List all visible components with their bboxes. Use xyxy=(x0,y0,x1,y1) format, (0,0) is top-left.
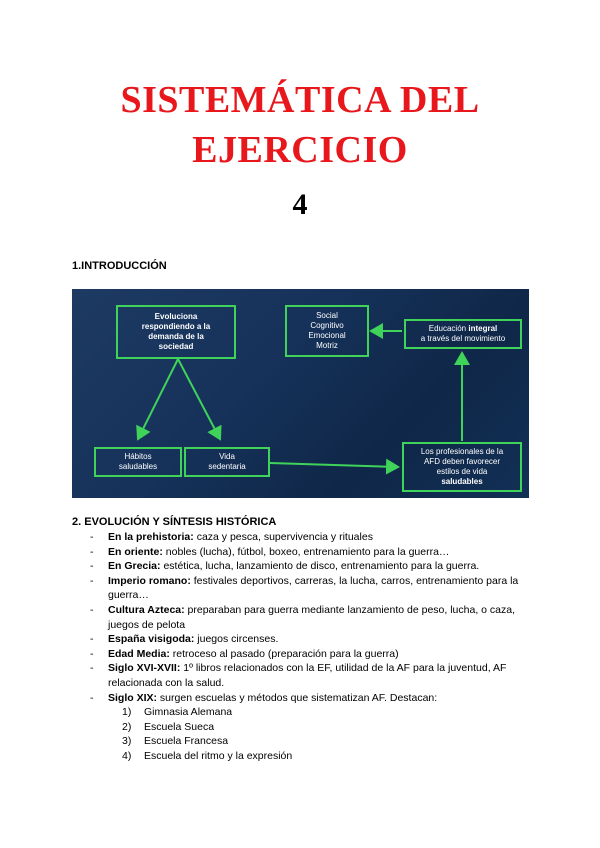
sub-list-item xyxy=(108,734,542,749)
sub-item-number: 1) xyxy=(122,706,132,719)
item-text: surgen escuelas y métodos que sistematizan AF. Destacan: xyxy=(157,691,438,704)
item-label: Edad Media: xyxy=(108,647,170,660)
arrow-to-vida xyxy=(178,359,220,439)
box-social xyxy=(285,305,369,357)
item-label: En Grecia: xyxy=(108,560,161,573)
item-label: En la prehistoria: xyxy=(108,531,194,543)
box-vida-line: Vida xyxy=(219,452,235,461)
box-profesionales xyxy=(402,442,522,492)
box-vida-line: sedentaria xyxy=(208,462,246,471)
box-habitos xyxy=(94,447,182,477)
list-item: - En la prehistoria: caza y pesca, supervivencia y rituales xyxy=(90,531,373,543)
item-text: 1º libros relacionados con la EF, utilidad de la AF para la juventud, AF relacionada con la salud. xyxy=(108,662,507,689)
list-item: - En Grecia: estética, lucha, lanzamiento de disco, entrenamiento para la guerra. xyxy=(90,560,480,573)
box-evoluciona xyxy=(116,305,236,359)
arrow-vida-to-profesionales xyxy=(270,463,398,467)
sub-list-item xyxy=(108,705,542,720)
list-item: - Siglo XIX: surgen escuelas y métodos que sistematizan AF. Destacan: 1) Gimnasia Alemana 2) Escuela Sueca 3) Escuela Francesa 4) Escuela del ritmo y la expresión xyxy=(72,691,542,764)
history-list xyxy=(72,530,542,764)
list-item: - España visigoda: juegos circenses. xyxy=(90,633,279,646)
box-educacion xyxy=(404,319,522,349)
box-educacion-line-2: a través del movimiento xyxy=(420,334,506,343)
title-line-1: SISTEMÁTICA DEL xyxy=(120,79,480,121)
sub-item-text: Gimnasia Alemana xyxy=(144,706,233,719)
box-vida xyxy=(184,447,270,477)
section-2-heading: 2. EVOLUCIÓN Y SÍNTESIS HISTÓRICA xyxy=(72,516,277,528)
sub-item-text: Escuela del ritmo y la expresión xyxy=(144,749,293,762)
item-text: juegos circenses. xyxy=(194,633,279,646)
sub-item-number: 3) xyxy=(122,735,132,748)
item-label: España visigoda: xyxy=(108,633,195,646)
item-label: En oriente: xyxy=(108,545,163,558)
item-text: retroceso al pasado (preparación para la guerra) xyxy=(169,647,399,660)
box-habitos-line: Hábitos xyxy=(124,452,152,461)
sub-item-number: 2) xyxy=(122,720,132,733)
item-text: nobles (lucha), fútbol, boxeo, entrenamiento para la guerra… xyxy=(162,545,450,558)
box-profesionales-line: Los profesionales de la xyxy=(420,447,504,456)
schools-sublist xyxy=(108,705,542,763)
item-text: preparaban para guerra mediante lanzamiento de peso, lucha, o caza, juegos de pelota xyxy=(108,603,516,631)
box-habitos-line: saludables xyxy=(118,462,158,471)
section-1-heading: 1.INTRODUCCIÓN xyxy=(72,260,167,272)
arrow-to-habitos xyxy=(138,359,178,439)
box-profesionales-line: AFD deben favorecer xyxy=(423,457,501,466)
item-text: festivales deportivos, carreras, la lucha, carros, entrenamiento para la guerra… xyxy=(108,574,519,602)
box-educacion-bold: integral xyxy=(468,324,498,333)
title-line-2: EJERCICIO xyxy=(192,129,408,171)
item-text: caza y pesca, supervivencia y rituales xyxy=(193,531,373,543)
box-evoluciona-line: Evoluciona xyxy=(154,312,198,321)
sub-list-item xyxy=(108,720,542,735)
sub-item-text: Escuela Francesa xyxy=(144,735,229,748)
list-item: - En oriente: nobles (lucha), fútbol, boxeo, entrenamiento para la guerra… xyxy=(90,545,450,558)
chapter-number: 4 xyxy=(292,188,308,221)
list-item: - Edad Media: retroceso al pasado (preparación para la guerra) xyxy=(90,647,399,660)
box-profesionales-bold: saludables xyxy=(441,477,483,486)
item-label: Imperio romano: xyxy=(108,574,191,587)
box-social-line: Motriz xyxy=(316,341,338,350)
box-evoluciona-line: respondiendo a la xyxy=(141,322,211,331)
item-label: Cultura Azteca: xyxy=(108,603,185,616)
box-social-line: Emocional xyxy=(308,331,346,340)
sub-item-text: Escuela Sueca xyxy=(144,720,215,733)
box-evoluciona-line: demanda de la xyxy=(148,332,204,341)
box-social-line: Social xyxy=(316,311,338,320)
box-educacion-pre: Educación xyxy=(428,324,469,333)
item-label: Siglo XVI-XVII: xyxy=(108,662,181,675)
list-item: - Siglo XVI-XVII: 1º libros relacionados con la EF, utilidad de la AF para la juventud, AF relacionada con la salud. xyxy=(90,662,507,689)
item-text: estética, lucha, lanzamiento de disco, entrenamiento para la guerra. xyxy=(160,560,480,573)
list-item: - Imperio romano: festivales deportivos, carreras, la lucha, carros, entrenamiento para la guerra… xyxy=(90,574,519,602)
sub-list-item xyxy=(108,749,542,764)
sub-item-number: 4) xyxy=(122,749,132,762)
list-item: - Cultura Azteca: preparaban para guerra mediante lanzamiento de peso, lucha, o caza, juegos de pelota xyxy=(90,603,516,631)
item-label: Siglo XIX: xyxy=(108,691,158,704)
box-evoluciona-line: sociedad xyxy=(158,342,194,351)
box-social-line: Cognitivo xyxy=(310,321,344,330)
box-profesionales-line: estilos de vida xyxy=(436,467,488,476)
concept-diagram xyxy=(72,289,529,498)
box-educacion-line-1 xyxy=(429,324,498,334)
